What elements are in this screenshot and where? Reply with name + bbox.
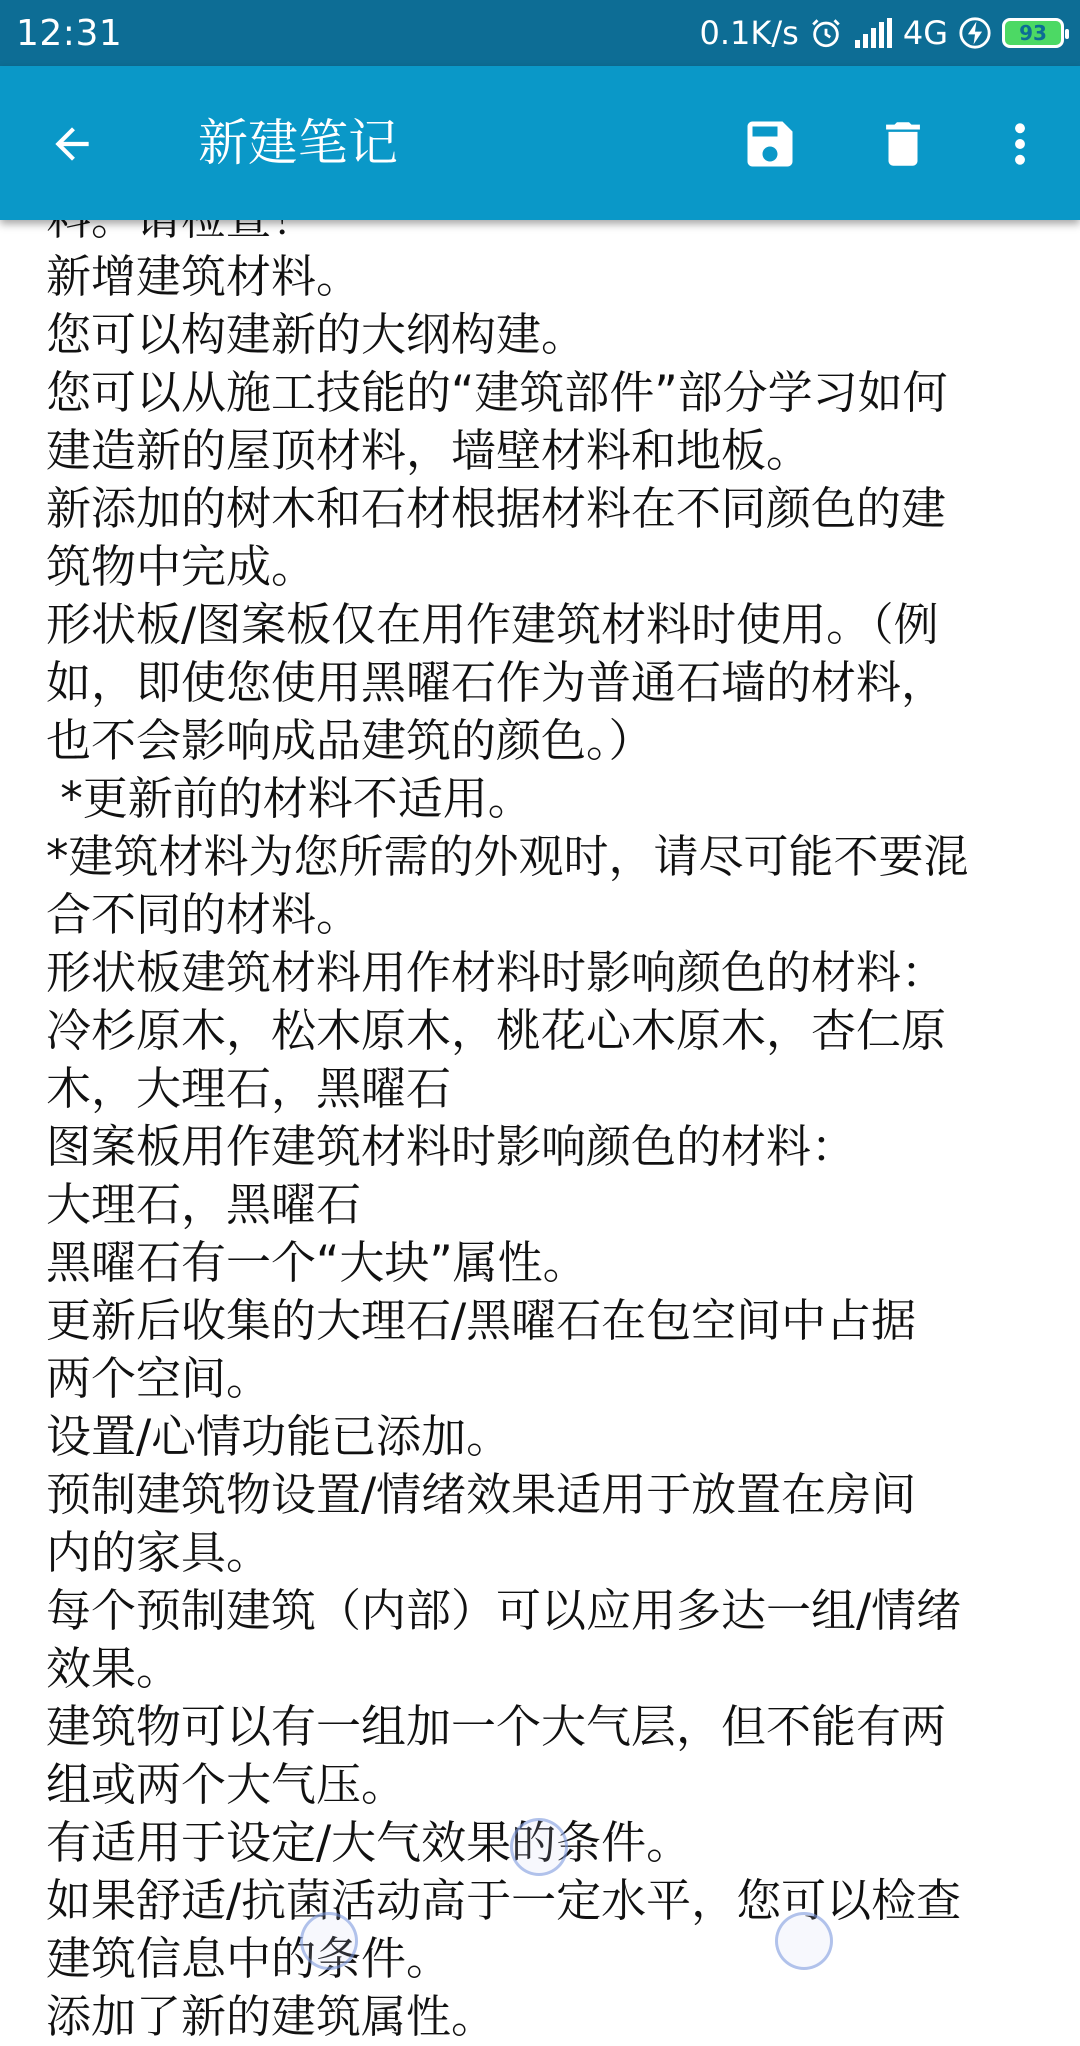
arrow-back-icon bbox=[47, 119, 97, 169]
note-editor[interactable] bbox=[0, 220, 1080, 2043]
note-line: 形状板建筑材料用作材料时影响颜色的材料： bbox=[46, 946, 947, 999]
note-line: 有适用于设定/大气效果的条件。 bbox=[46, 1816, 692, 1869]
note-body[interactable] bbox=[46, 190, 1046, 2046]
net-speed: 0.1K/s bbox=[699, 14, 799, 52]
note-line: 如果舒适/抗菌活动高于一定水平，您可以检查 bbox=[46, 1874, 962, 1927]
note-line: 您可以构建新的大纲构建。 bbox=[46, 308, 587, 361]
status-indicators bbox=[700, 14, 1064, 52]
note-line: 您可以从施工技能的“建筑部件”部分学习如何 bbox=[46, 366, 948, 419]
note-line: 也不会影响成品建筑的颜色。） bbox=[46, 714, 654, 767]
touch-indicator bbox=[300, 1912, 358, 1970]
delete-icon bbox=[874, 115, 932, 173]
note-line: 建筑物可以有一组加一个大气层，但不能有两 bbox=[46, 1700, 947, 1753]
page-title: 新建笔记 bbox=[198, 114, 398, 172]
note-line: 筑物中完成。 bbox=[46, 540, 317, 593]
note-line: 图案板用作建筑材料时影响颜色的材料： bbox=[46, 1120, 857, 1173]
note-line: 更新后收集的大理石/黑曜石在包空间中占据 bbox=[46, 1294, 917, 1347]
note-line: 大理石，黑曜石 bbox=[46, 1178, 362, 1231]
status-time: 12:31 bbox=[16, 12, 123, 54]
note-line: 合不同的材料。 bbox=[46, 888, 362, 941]
save-button[interactable] bbox=[732, 106, 808, 182]
note-line: 每个预制建筑（内部）可以应用多达一组/情绪 bbox=[46, 1584, 962, 1637]
note-line: 黑曜石有一个“大块”属性。 bbox=[46, 1236, 588, 1289]
save-icon bbox=[740, 114, 800, 174]
note-line: 两个空间。 bbox=[46, 1352, 272, 1405]
note-line: 组或两个大气压。 bbox=[46, 1758, 407, 1811]
note-line: 建造新的屋顶材料，墙壁材料和地板。 bbox=[46, 424, 812, 477]
alarm-icon bbox=[809, 16, 843, 50]
note-line: *更新前的材料不适用。 bbox=[46, 772, 533, 825]
battery-icon bbox=[1002, 18, 1064, 48]
note-line: 木，大理石，黑曜石 bbox=[46, 1062, 452, 1115]
battery-level: 93 bbox=[1019, 21, 1047, 45]
network-type: 4G bbox=[902, 14, 948, 52]
charging-icon bbox=[958, 16, 992, 50]
status-bar bbox=[0, 0, 1080, 66]
note-line: 设置/心情功能已添加。 bbox=[46, 1410, 512, 1463]
more-vert-icon bbox=[993, 117, 1047, 171]
note-line: 添加了新的建筑属性。 bbox=[46, 1990, 497, 2043]
touch-indicator bbox=[775, 1912, 833, 1970]
note-line: 建筑信息中的条件。 bbox=[46, 1932, 452, 1985]
note-line: *建筑材料为您所需的外观时，请尽可能不要混 bbox=[46, 830, 969, 883]
delete-button[interactable] bbox=[865, 106, 941, 182]
note-line: 新增建筑材料。 bbox=[46, 250, 362, 303]
signal-icon bbox=[853, 18, 893, 48]
note-line: 预制建筑物设置/情绪效果适用于放置在房间 bbox=[46, 1468, 917, 1521]
note-line: 冷杉原木，松木原木，桃花心木原木，杏仁原 bbox=[46, 1004, 947, 1057]
note-line: 如，即使您使用黑曜石作为普通石墙的材料， bbox=[46, 656, 947, 709]
note-line: 内的家具。 bbox=[46, 1526, 272, 1579]
note-line: 效果。 bbox=[46, 1642, 182, 1695]
note-line: 形状板/图案板仅在用作建筑材料时使用。（例 bbox=[46, 598, 939, 651]
note-line: 新添加的树木和石材根据材料在不同颜色的建 bbox=[46, 482, 947, 535]
touch-indicator bbox=[510, 1818, 568, 1876]
back-button[interactable] bbox=[40, 112, 104, 176]
app-bar bbox=[0, 66, 1080, 220]
more-options-button[interactable] bbox=[982, 106, 1058, 182]
